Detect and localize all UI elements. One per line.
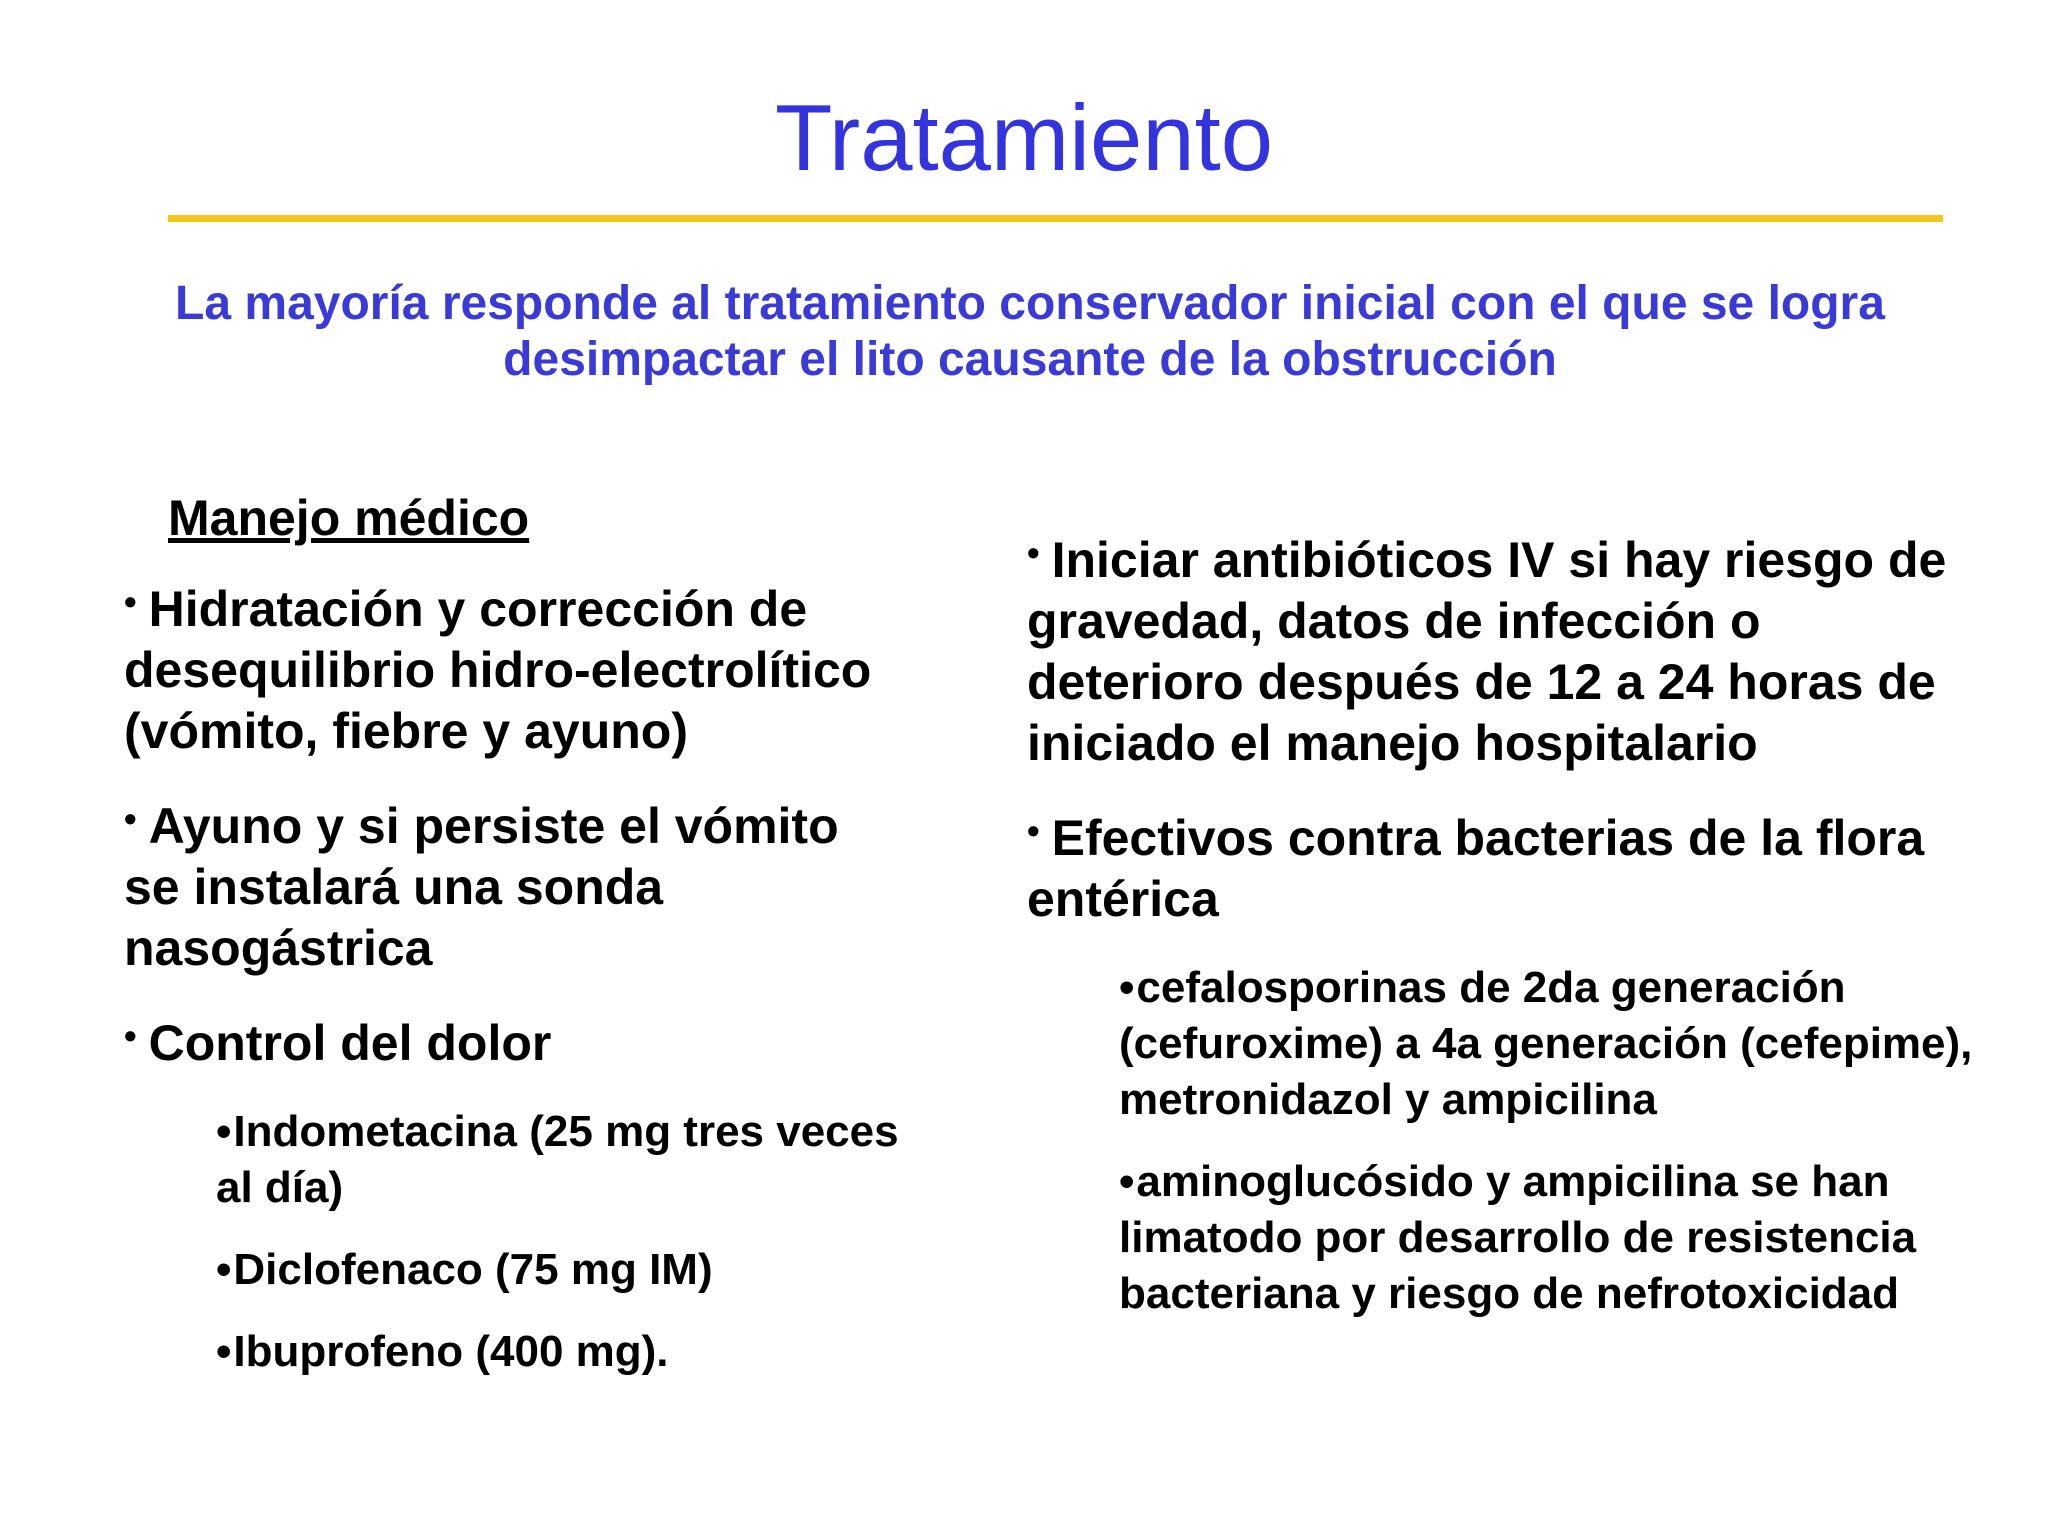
subbullet-aminoglucosido: •aminoglucósido y ampicilina se han limatodo por desarrollo de resistencia bacteriana y riesgo de nefrotoxicidad <box>1119 1157 1917 1318</box>
subbullet-ibuprofeno: •Ibuprofeno (400 mg). <box>216 1327 669 1376</box>
bullet-dot-icon: • <box>1027 532 1040 573</box>
bullet-pain-control: • Control del dolor <box>124 1015 552 1071</box>
bullet-dot-icon: • <box>216 1107 232 1156</box>
bullet-dot-icon: • <box>124 581 137 622</box>
bullet-dot-icon: • <box>216 1327 232 1376</box>
bullet-dot-icon: • <box>1119 963 1135 1012</box>
bullet-dot-icon: • <box>216 1245 232 1294</box>
bullet-dot-icon: • <box>1027 810 1040 851</box>
left-column <box>124 488 944 1406</box>
bullet-antibiotics: • Iniciar antibióticos IV si hay riesgo de gravedad, datos de infección o deterioro después de 12 a 24 horas de iniciado el manejo hospitalario <box>1027 532 1947 771</box>
bullet-hydration: • Hidratación y corrección de desequilibrio hidro-electrolítico (vómito, fiebre y ayuno) <box>124 581 872 759</box>
medical-management-heading: Manejo médico <box>168 490 530 546</box>
bullet-fasting: • Ayuno y si persiste el vómito se instalará una sonda nasogástrica <box>124 798 839 976</box>
bullet-dot-icon: • <box>124 798 137 839</box>
bullet-dot-icon: • <box>124 1015 137 1056</box>
title-underline-rule <box>168 215 1943 222</box>
subbullet-cefalosporinas: •cefalosporinas de 2da generación (cefuroxime) a 4a generación (cefepime), metronidazol y ampicilina <box>1119 963 1973 1124</box>
bullet-enteric-flora: • Efectivos contra bacterias de la flora entérica <box>1027 810 1925 927</box>
slide-subtitle: La mayoría responde al tratamiento conservador inicial con el que se logra desimpactar el lito causante de la obstrucción <box>175 277 1885 386</box>
subbullet-indometacina: •Indometacina (25 mg tres veces al día) <box>216 1107 899 1212</box>
slide-title: Tratamiento <box>774 85 1274 190</box>
subbullet-diclofenaco: •Diclofenaco (75 mg IM) <box>216 1245 713 1294</box>
bullet-dot-icon: • <box>1119 1157 1135 1206</box>
right-column <box>1027 522 1987 1348</box>
